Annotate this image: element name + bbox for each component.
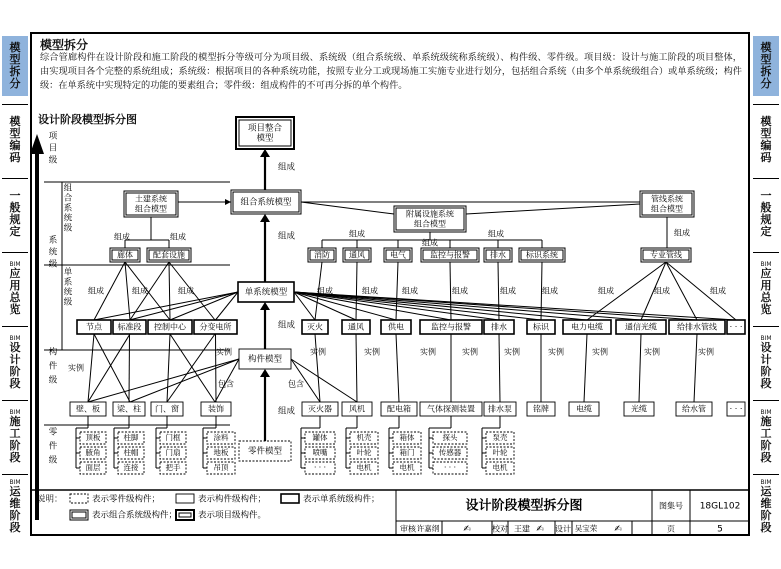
node-s-drain-label: 排水 xyxy=(491,322,507,332)
label-instance-1: 实例 xyxy=(68,363,84,373)
part-2-2-label: 把手 xyxy=(165,463,181,472)
part-3-0[interactable] xyxy=(207,432,235,444)
titleblock-design-label: 设计 xyxy=(555,524,571,534)
part-5-1-label: 叶轮 xyxy=(356,448,372,457)
label-instance-2: 实例 xyxy=(216,347,232,357)
part-4-0[interactable] xyxy=(305,432,335,444)
part-5-2[interactable] xyxy=(350,462,378,474)
node-s-vent[interactable] xyxy=(342,320,370,334)
level-combo-0: 组 xyxy=(63,183,73,194)
node-s-sign[interactable] xyxy=(527,320,555,334)
legend-part: 表示零件级构件； xyxy=(92,494,161,505)
node-more2[interactable] xyxy=(727,402,745,416)
part-7-2[interactable] xyxy=(433,462,467,474)
node-aux-combo-label: 组合模型 xyxy=(414,219,446,229)
node-fan-label: 风机 xyxy=(349,404,365,414)
node-fan[interactable] xyxy=(342,402,372,416)
node-extinguisher-label: 灭火器 xyxy=(308,404,332,414)
titleblock-check-signature: ✍ xyxy=(536,524,544,535)
node-more2-label: · · · xyxy=(729,404,743,414)
node-s-more[interactable] xyxy=(727,320,745,334)
node-support[interactable] xyxy=(147,248,191,262)
node-wpipe[interactable] xyxy=(676,402,712,416)
level-part-1: 件 xyxy=(48,441,58,452)
part-1-0-label: 柱脚 xyxy=(123,433,139,442)
label-instance-s5: 实例 xyxy=(548,347,564,357)
label-contain-1: 包含 xyxy=(218,379,234,389)
node-gas-label: 气体探测装置 xyxy=(427,404,475,414)
label-compose-civil-2: 组成 xyxy=(170,232,186,242)
level-axis-arrow xyxy=(30,134,44,154)
node-civil-combo-label: 组合模型 xyxy=(135,204,167,214)
legend-swatch-single[interactable] xyxy=(281,494,299,503)
node-vent[interactable] xyxy=(343,248,371,262)
part-8-1[interactable] xyxy=(486,447,514,459)
level-project-2: 级 xyxy=(48,155,58,166)
node-project-model-label: 项目整合 xyxy=(247,123,283,134)
label-compose-single-3: 组成 xyxy=(317,286,333,296)
node-drain[interactable] xyxy=(484,248,512,262)
side-tab-bim-design-right[interactable]: BIM 设 计 阶 段 xyxy=(760,334,772,390)
level-component-0: 构 xyxy=(48,347,58,358)
label-compose-4: 组成 xyxy=(278,406,296,417)
titleblock-review-name: 许嘉纲 xyxy=(416,524,440,533)
part-1-2[interactable] xyxy=(118,462,144,474)
node-combo-model[interactable] xyxy=(231,190,301,214)
part-7-0[interactable] xyxy=(433,432,467,444)
label-compose-2: 组成 xyxy=(278,231,296,242)
node-combo-model-label: 组合系统模型 xyxy=(240,197,292,208)
level-part-0: 零 xyxy=(48,427,58,438)
node-panel[interactable] xyxy=(381,402,417,416)
node-civil-combo-label: 土建系统 xyxy=(135,194,167,204)
side-tab-general[interactable]: 一 般 规 定 xyxy=(9,189,21,238)
node-vent-label: 通风 xyxy=(349,250,365,260)
titleblock-page-label: 页 xyxy=(667,524,675,534)
node-plate-label: 铭牌 xyxy=(533,404,549,414)
part-5-0[interactable] xyxy=(350,432,378,444)
node-ctrl[interactable] xyxy=(148,320,192,334)
part-6-2-label: 电机 xyxy=(399,463,415,472)
part-0-1[interactable] xyxy=(80,447,106,459)
diagram-title: 设计阶段模型拆分图 xyxy=(38,113,137,126)
part-2-1-label: 门扇 xyxy=(165,448,181,457)
part-3-2-label: 吊顶 xyxy=(213,463,229,472)
titleblock-design-name: 吴宝荣 xyxy=(574,524,598,533)
part-2-1[interactable] xyxy=(160,447,186,459)
node-s-power[interactable] xyxy=(381,320,411,334)
part-6-0-label: 箱体 xyxy=(399,433,415,442)
label-compose-single-8: 组成 xyxy=(542,286,558,296)
intro-paragraph: 综合管廊构件在设计阶段和施工阶段的模型拆分等级可分为项目级、系统级（组合系统级、单系统级统称系统级）、构件级、零件级。项目级：设计与施工阶段的项目整体，由实现项目各个完整的系统组成；系统级：根据项目的各种系统功能，按照专业分工或现场施工实施专业进行划分，包括组合系统（由多个单系统级组合）或单系统级；构件级：在单系统中实现特定的功能的要素组合；零件级：组成构件的不可再分拆的单个构件。 xyxy=(40,52,742,91)
node-single-model[interactable] xyxy=(238,282,294,302)
part-7-2-label: · · · xyxy=(444,463,456,472)
side-tab-bim-design[interactable]: BIM 设 计 阶 段 xyxy=(9,334,21,390)
label-compose-single-7: 组成 xyxy=(500,286,516,296)
part-7-0-label: 探头 xyxy=(442,433,458,442)
level-project-1: 目 xyxy=(48,143,58,154)
side-tab-bim-operation-right[interactable]: BIM 运 维 阶 段 xyxy=(760,478,772,534)
node-s-more-label: · · · xyxy=(729,322,743,332)
part-2-0[interactable] xyxy=(160,432,186,444)
part-2-0-label: 门框 xyxy=(165,433,181,442)
node-part-model[interactable] xyxy=(239,441,291,461)
legend-swatch-project[interactable] xyxy=(176,510,194,520)
side-tab-model-code-right[interactable]: 模 型 编 码 xyxy=(760,115,772,164)
part-6-0[interactable] xyxy=(393,432,421,444)
node-beam-label: 梁、柱 xyxy=(117,404,141,414)
titleblock-review-signature: ✍ xyxy=(463,524,471,535)
node-s-monitor[interactable] xyxy=(420,320,482,334)
part-3-1-label: 地板 xyxy=(213,448,229,457)
label-instance-s4: 实例 xyxy=(504,347,520,357)
node-s-vent-label: 通风 xyxy=(348,322,364,332)
node-aux-combo[interactable] xyxy=(394,206,466,232)
node-sign-label: 标识系统 xyxy=(526,250,558,260)
side-tab-general-right[interactable]: 一 般 规 定 xyxy=(760,189,772,238)
part-4-2-label: · · · xyxy=(314,463,326,472)
level-single-2: 统 xyxy=(63,287,73,298)
node-elec-label: 电气 xyxy=(390,250,406,260)
label-compose-pipe: 组成 xyxy=(674,228,690,238)
part-5-2-label: 电机 xyxy=(356,463,372,472)
titleblock-atlas-label: 图集号 xyxy=(659,501,683,511)
node-s-fire[interactable] xyxy=(302,320,328,334)
level-system-0: 系 xyxy=(48,235,58,246)
label-instance-s3: 实例 xyxy=(462,347,478,357)
node-part-model-label: 零件模型 xyxy=(247,446,283,457)
part-0-1-label: 腋角 xyxy=(85,448,101,457)
node-cable[interactable] xyxy=(569,402,599,416)
node-fire[interactable] xyxy=(308,248,336,262)
node-civil-combo[interactable] xyxy=(124,191,178,217)
node-beam[interactable] xyxy=(113,402,145,416)
part-7-1-label: 传感器 xyxy=(438,448,462,457)
node-pipe-combo[interactable] xyxy=(640,191,694,217)
node-extinguisher[interactable] xyxy=(302,402,338,416)
node-aux-combo-label: 附属设施系统 xyxy=(406,209,454,219)
node-s-monitor-label: 监控与报警 xyxy=(431,322,471,332)
node-s-water-label: 给排水管线 xyxy=(677,322,717,332)
level-single-3: 级 xyxy=(63,297,73,308)
part-3-2[interactable] xyxy=(207,462,235,474)
node-fire-label: 消防 xyxy=(314,250,330,260)
node-pump-label: 排水泵 xyxy=(488,404,512,414)
node-panel-label: 配电箱 xyxy=(387,404,411,414)
node-ctrl-label: 控制中心 xyxy=(154,322,186,332)
part-4-1-label: 喷嘴 xyxy=(312,448,328,457)
label-compose-single-1: 组成 xyxy=(132,286,148,296)
node-corridor[interactable] xyxy=(110,248,140,262)
part-2-2[interactable] xyxy=(160,462,186,474)
node-project-model[interactable] xyxy=(236,117,294,149)
part-0-0-label: 顶板 xyxy=(85,433,101,442)
legend-project: 表示项目级构件。 xyxy=(198,510,267,521)
node-door-label: 门、窗 xyxy=(155,404,179,414)
part-3-1[interactable] xyxy=(207,447,235,459)
part-8-2[interactable] xyxy=(486,462,514,474)
level-project-0: 项 xyxy=(48,131,58,142)
side-tab-bim-overview-right[interactable]: BIM 应 用 总 览 xyxy=(760,260,772,316)
titleblock-atlas-no: 18GL102 xyxy=(699,501,741,512)
titleblock-check-label: 校对 xyxy=(492,524,508,534)
part-3-0-label: 涂料 xyxy=(213,433,229,442)
label-instance-s2: 实例 xyxy=(420,347,436,357)
label-compose-aux-3: 组成 xyxy=(488,229,504,239)
label-instance-s6: 实例 xyxy=(592,347,608,357)
part-4-0-label: 罐体 xyxy=(312,433,328,442)
part-1-1[interactable] xyxy=(118,447,144,459)
legend-swatch-part[interactable] xyxy=(70,494,88,503)
side-tab-bim-construction[interactable]: BIM 施 工 阶 段 xyxy=(9,408,21,464)
label-instance-s0: 实例 xyxy=(310,347,326,357)
node-s-fiber[interactable] xyxy=(616,320,666,334)
legend-prefix: 说明： xyxy=(37,494,63,505)
node-special-pipe[interactable] xyxy=(641,248,691,262)
node-s-drain[interactable] xyxy=(484,320,514,334)
level-combo-2: 系 xyxy=(63,203,73,214)
label-compose-single-2: 组成 xyxy=(178,286,194,296)
node-pipe-combo-label: 组合模型 xyxy=(651,204,683,214)
node-pipe-combo-label: 管线系统 xyxy=(651,194,683,204)
legend-swatch-comp[interactable] xyxy=(176,494,194,503)
label-compose-civil-1: 组成 xyxy=(114,232,130,242)
node-std-label: 标准段 xyxy=(117,322,142,332)
level-single-0: 单 xyxy=(63,267,73,278)
side-tab-bim-overview[interactable]: BIM 应 用 总 览 xyxy=(9,260,21,316)
node-substation-label: 分变电所 xyxy=(199,322,232,332)
side-tab-model-split-right[interactable]: 模 型 拆 分 xyxy=(753,36,779,96)
titleblock-name: 设计阶段模型拆分图 xyxy=(465,498,583,514)
label-compose-1: 组成 xyxy=(278,162,296,173)
legend-single: 表示单系统级构件； xyxy=(303,494,380,505)
node-s-cable[interactable] xyxy=(563,320,611,334)
level-single-1: 系 xyxy=(63,277,73,288)
node-node[interactable] xyxy=(77,320,111,334)
legend-component: 表示构件级构件； xyxy=(198,494,267,505)
label-instance-s8: 实例 xyxy=(698,347,714,357)
node-wall[interactable] xyxy=(70,402,106,416)
label-compose-single-0: 组成 xyxy=(88,286,104,296)
titleblock-check-name: 王建 xyxy=(514,524,530,534)
label-contain-2: 包含 xyxy=(288,379,304,389)
label-compose-single-11: 组成 xyxy=(710,286,726,296)
part-1-0[interactable] xyxy=(118,432,144,444)
label-compose-single-6: 组成 xyxy=(452,286,468,296)
node-door[interactable] xyxy=(151,402,183,416)
arrow-single-to-combo xyxy=(260,214,270,222)
node-elec[interactable] xyxy=(384,248,412,262)
node-plate[interactable] xyxy=(527,402,555,416)
side-tab-model-split[interactable]: 模 型 拆 分 xyxy=(2,36,28,96)
part-5-0-label: 机壳 xyxy=(356,433,372,442)
label-compose-single-10: 组成 xyxy=(654,286,670,296)
label-compose-single-9: 组成 xyxy=(598,286,614,296)
level-combo-3: 统 xyxy=(63,213,73,224)
titleblock-review-label: 审核 xyxy=(400,524,416,534)
level-component-2: 级 xyxy=(48,375,58,386)
node-sign[interactable] xyxy=(519,248,565,262)
node-monitor-label: 监控与报警 xyxy=(430,250,470,260)
node-s-power-label: 供电 xyxy=(388,322,404,332)
part-6-1[interactable] xyxy=(393,447,421,459)
node-substation[interactable] xyxy=(194,320,237,334)
part-0-2-label: 面层 xyxy=(85,463,101,472)
node-gas[interactable] xyxy=(420,402,482,416)
part-4-1[interactable] xyxy=(305,447,335,459)
part-1-2-label: 连接 xyxy=(123,463,139,472)
titleblock-page-no: 5 xyxy=(717,524,723,535)
node-pump[interactable] xyxy=(484,402,516,416)
node-component-model-label: 构件模型 xyxy=(247,354,283,365)
node-s-fire-label: 灭火 xyxy=(307,322,323,332)
arrow-comp-to-single xyxy=(260,302,270,310)
part-6-2[interactable] xyxy=(393,462,421,474)
node-component-model[interactable] xyxy=(239,349,291,369)
titleblock-design-signature: ✍ xyxy=(614,524,622,535)
part-4-2[interactable] xyxy=(305,462,335,474)
arrow-part-to-comp xyxy=(260,369,270,377)
level-system-1: 统 xyxy=(48,247,58,258)
part-5-1[interactable] xyxy=(350,447,378,459)
node-wall-label: 壁、板 xyxy=(76,404,100,414)
level-system-2: 级 xyxy=(48,259,58,270)
node-s-cable-label: 电力电缆 xyxy=(571,322,603,332)
node-support-label: 配套设施 xyxy=(153,250,185,260)
level-combo-4: 级 xyxy=(63,223,73,234)
node-single-model-label: 单系统模型 xyxy=(244,287,288,298)
level-part-2: 级 xyxy=(48,455,58,466)
part-6-1-label: 箱门 xyxy=(399,448,415,457)
part-0-2[interactable] xyxy=(80,462,106,474)
label-instance-s7: 实例 xyxy=(644,347,660,357)
part-8-1-label: 叶轮 xyxy=(492,448,508,457)
part-8-2-label: 电机 xyxy=(492,463,508,472)
node-deco-label: 装饰 xyxy=(208,404,224,414)
part-8-0-label: 泵壳 xyxy=(492,433,508,442)
node-deco[interactable] xyxy=(201,402,231,416)
node-corridor-label: 廊体 xyxy=(117,250,133,260)
side-tab-bim-construction-right[interactable]: BIM 施 工 阶 段 xyxy=(760,408,772,464)
arrow-combo-to-project xyxy=(260,149,270,157)
label-compose-aux-1: 组成 xyxy=(349,229,365,239)
node-cable-label: 电缆 xyxy=(576,404,592,414)
level-component-1: 件 xyxy=(48,361,58,372)
part-8-0[interactable] xyxy=(486,432,514,444)
node-s-sign-label: 标识 xyxy=(533,322,549,332)
legend-combo: 表示组合系统级构件； xyxy=(92,510,178,521)
label-compose-3: 组成 xyxy=(278,320,296,331)
label-compose-aux-2: 组成 xyxy=(422,238,438,248)
node-std[interactable] xyxy=(113,320,146,334)
node-node-label: 节点 xyxy=(86,322,102,332)
label-compose-single-4: 组成 xyxy=(362,286,378,296)
page-title: 模型拆分 xyxy=(40,38,89,52)
node-monitor[interactable] xyxy=(421,248,479,262)
level-combo-1: 合 xyxy=(63,193,73,204)
node-fiberc[interactable] xyxy=(624,402,654,416)
node-s-fiber-label: 通信光缆 xyxy=(625,322,657,332)
label-instance-s1: 实例 xyxy=(364,347,380,357)
node-wpipe-label: 给水管 xyxy=(682,404,706,414)
part-7-1[interactable] xyxy=(433,447,467,459)
side-tab-model-code[interactable]: 模 型 编 码 xyxy=(9,115,21,164)
node-special-pipe-label: 专业管线 xyxy=(650,250,682,260)
part-0-0[interactable] xyxy=(80,432,106,444)
node-s-water[interactable] xyxy=(669,320,725,334)
part-1-1-label: 柱帽 xyxy=(123,448,139,457)
node-drain-label: 排水 xyxy=(490,250,506,260)
node-project-model-label: 模型 xyxy=(256,133,274,144)
side-tab-bim-operation[interactable]: BIM 运 维 阶 段 xyxy=(9,478,21,534)
node-fiberc-label: 光缆 xyxy=(631,404,647,414)
label-compose-single-5: 组成 xyxy=(402,286,418,296)
legend-swatch-combo[interactable] xyxy=(70,510,88,520)
